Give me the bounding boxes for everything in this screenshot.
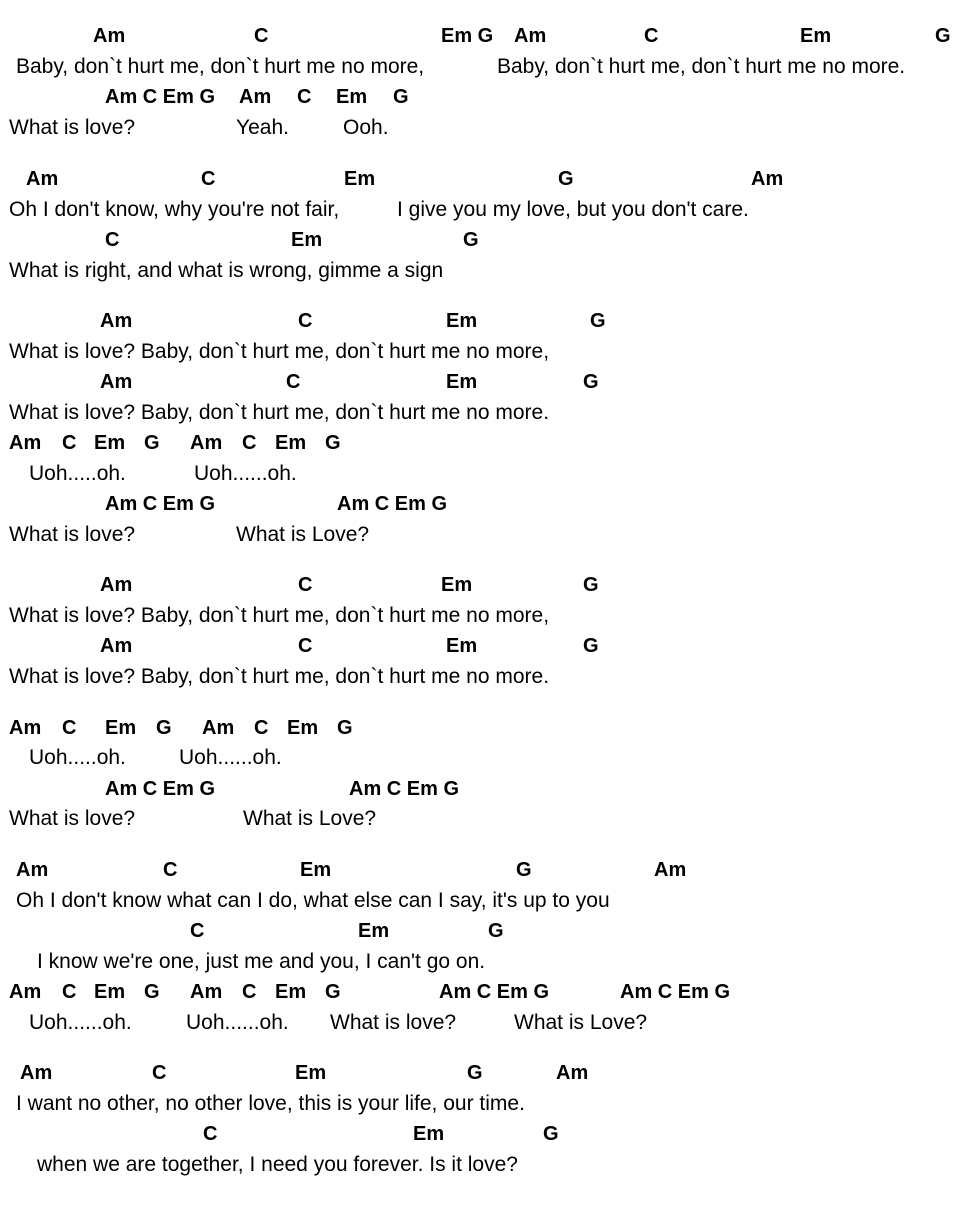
lyric-text: Uoh.....oh. [29,746,126,769]
chord-label: G [467,1062,483,1084]
lyric-text: What is love? Baby, don`t hurt me, don`t hurt me no more. [9,401,550,424]
chord-label: C [298,310,313,332]
lyric-line [0,399,963,429]
chord-label: C [62,717,77,739]
chord-line [0,83,963,113]
chord-label: Em [295,1062,327,1084]
chord-label: Am [556,1062,589,1084]
chord-line [0,307,963,337]
lyric-text: I know we're one, just me and you, I can't go on. [37,950,486,973]
chord-label: G [590,310,606,332]
lyric-text: What is love? Baby, don`t hurt me, don`t hurt me no more, [9,604,550,627]
chord-line [0,429,963,459]
chord-label: C [201,168,216,190]
chord-line [0,226,963,256]
chord-label: Em [413,1123,445,1145]
lyric-text: What is love? [9,523,136,546]
chord-label: Am [100,635,133,657]
chord-line [0,856,963,886]
chord-label: Em [441,574,473,596]
lyric-line [0,521,963,551]
chord-line [0,165,963,195]
lyric-line [0,948,963,978]
chord-label: G [583,574,599,596]
chord-label: C [298,635,313,657]
chord-label: Am C Em G [349,778,460,800]
lyric-text: Uoh......oh. [194,462,297,485]
chord-label: Am [100,371,133,393]
chord-line [0,490,963,520]
lyric-line [0,114,963,144]
chord-label: G [144,981,160,1003]
chord-line [0,1120,963,1150]
chord-label: G [156,717,172,739]
lyric-text: What is love? [9,116,136,139]
chord-label: Em [105,717,137,739]
lyric-text: Ooh. [343,116,389,139]
chord-line [0,714,963,744]
chord-label: Am C Em G [620,981,731,1003]
lyric-text: What is Love? [236,523,370,546]
chord-label: G [935,25,951,47]
chord-label: Em [800,25,832,47]
chord-label: G [393,86,409,108]
lyric-text: Uoh.....oh. [29,462,126,485]
chord-label: G [144,432,160,454]
chord-label: Em [300,859,332,881]
lyric-text: What is Love? [243,807,377,830]
chord-label: Am [190,981,223,1003]
chord-label: G [583,635,599,657]
chord-label: Em [275,981,307,1003]
lyric-line [0,460,963,490]
chord-label: C [242,981,257,1003]
chord-label: Am [239,86,272,108]
lyric-text: Yeah. [236,116,289,139]
chord-label: C [62,432,77,454]
lyric-line [0,1090,963,1120]
lyric-text: Uoh......oh. [186,1011,289,1034]
chord-label: Am [93,25,126,47]
lyric-text: Oh I don't know what can I do, what else can I say, it's up to you [16,889,610,912]
lyric-line [0,744,963,774]
chord-label: Em [94,981,126,1003]
chord-label: Em [336,86,368,108]
lyric-line [0,257,963,287]
chord-label: Em [275,432,307,454]
chord-line [0,917,963,947]
chord-label: C [62,981,77,1003]
chord-label: C [203,1123,218,1145]
lyric-text: Uoh......oh. [29,1011,132,1034]
chord-label: Am [100,574,133,596]
chord-label: C [644,25,659,47]
lyric-text: Uoh......oh. [179,746,282,769]
lyric-text: What is love? [330,1011,457,1034]
chord-label: Em [446,371,478,393]
chord-label: C [190,920,205,942]
chord-label: Am C Em G [439,981,550,1003]
chord-label: G [325,981,341,1003]
chord-label: Am C Em G [105,86,216,108]
chord-label: Em [446,310,478,332]
lyric-line [0,887,963,917]
chord-label: G [488,920,504,942]
chord-label: G [463,229,479,251]
chord-label: Em [358,920,390,942]
chord-label: Am [16,859,49,881]
lyric-text: What is right, and what is wrong, gimme a sign [9,259,444,282]
chord-label: C [105,229,120,251]
chord-label: G [583,371,599,393]
lyric-text: What is love? Baby, don`t hurt me, don`t hurt me no more. [9,665,550,688]
chord-line [0,632,963,662]
lyric-text: Baby, don`t hurt me, don`t hurt me no more. [497,55,906,78]
chord-label: C [286,371,301,393]
chord-line [0,22,963,52]
chord-line [0,1059,963,1089]
chord-label: C [297,86,312,108]
chord-label: Em [446,635,478,657]
lyric-text: I give you my love, but you don't care. [397,198,749,221]
chord-line [0,571,963,601]
lyric-line [0,1009,963,1039]
chord-label: C [298,574,313,596]
chord-label: G [337,717,353,739]
lyric-line [0,196,963,226]
chord-label: Em [94,432,126,454]
chord-label: Am C Em G [105,493,216,515]
chord-label: Am C Em G [105,778,216,800]
chord-label: G [516,859,532,881]
lyric-line [0,663,963,693]
lyric-line [0,805,963,835]
chord-label: C [242,432,257,454]
chord-label: Am [751,168,784,190]
chord-label: Am [9,717,42,739]
chord-label: Am [202,717,235,739]
chord-label: Am C Em G [337,493,448,515]
chord-label: Em G [441,25,494,47]
chord-label: Am [26,168,59,190]
chord-label: Am [514,25,547,47]
lyric-line [0,602,963,632]
chord-line [0,978,963,1008]
chord-label: G [543,1123,559,1145]
chord-line [0,368,963,398]
lyric-text: What is Love? [514,1011,648,1034]
chord-label: G [558,168,574,190]
chord-label: C [152,1062,167,1084]
lyric-text: when we are together, I need you forever. Is it love? [37,1153,518,1176]
lyric-text: Baby, don`t hurt me, don`t hurt me no more, [16,55,425,78]
chord-label: Am [9,432,42,454]
lyric-text: What is love? [9,807,136,830]
chord-label: C [254,25,269,47]
lyric-text: What is love? Baby, don`t hurt me, don`t hurt me no more, [9,340,550,363]
lyric-line [0,338,963,368]
chord-label: G [325,432,341,454]
chord-line [0,775,963,805]
chord-label: Em [291,229,323,251]
chord-label: Am [190,432,223,454]
chord-label: Em [287,717,319,739]
chord-label: Am [100,310,133,332]
chord-label: Am [20,1062,53,1084]
chord-label: C [254,717,269,739]
chord-label: Am [654,859,687,881]
lyric-text: I want no other, no other love, this is your life, our time. [16,1092,525,1115]
lyric-text: Oh I don't know, why you're not fair, [9,198,340,221]
lyric-line [0,53,963,83]
chord-label: Am [9,981,42,1003]
chord-label: C [163,859,178,881]
chord-label: Em [344,168,376,190]
lyric-line [0,1151,963,1181]
